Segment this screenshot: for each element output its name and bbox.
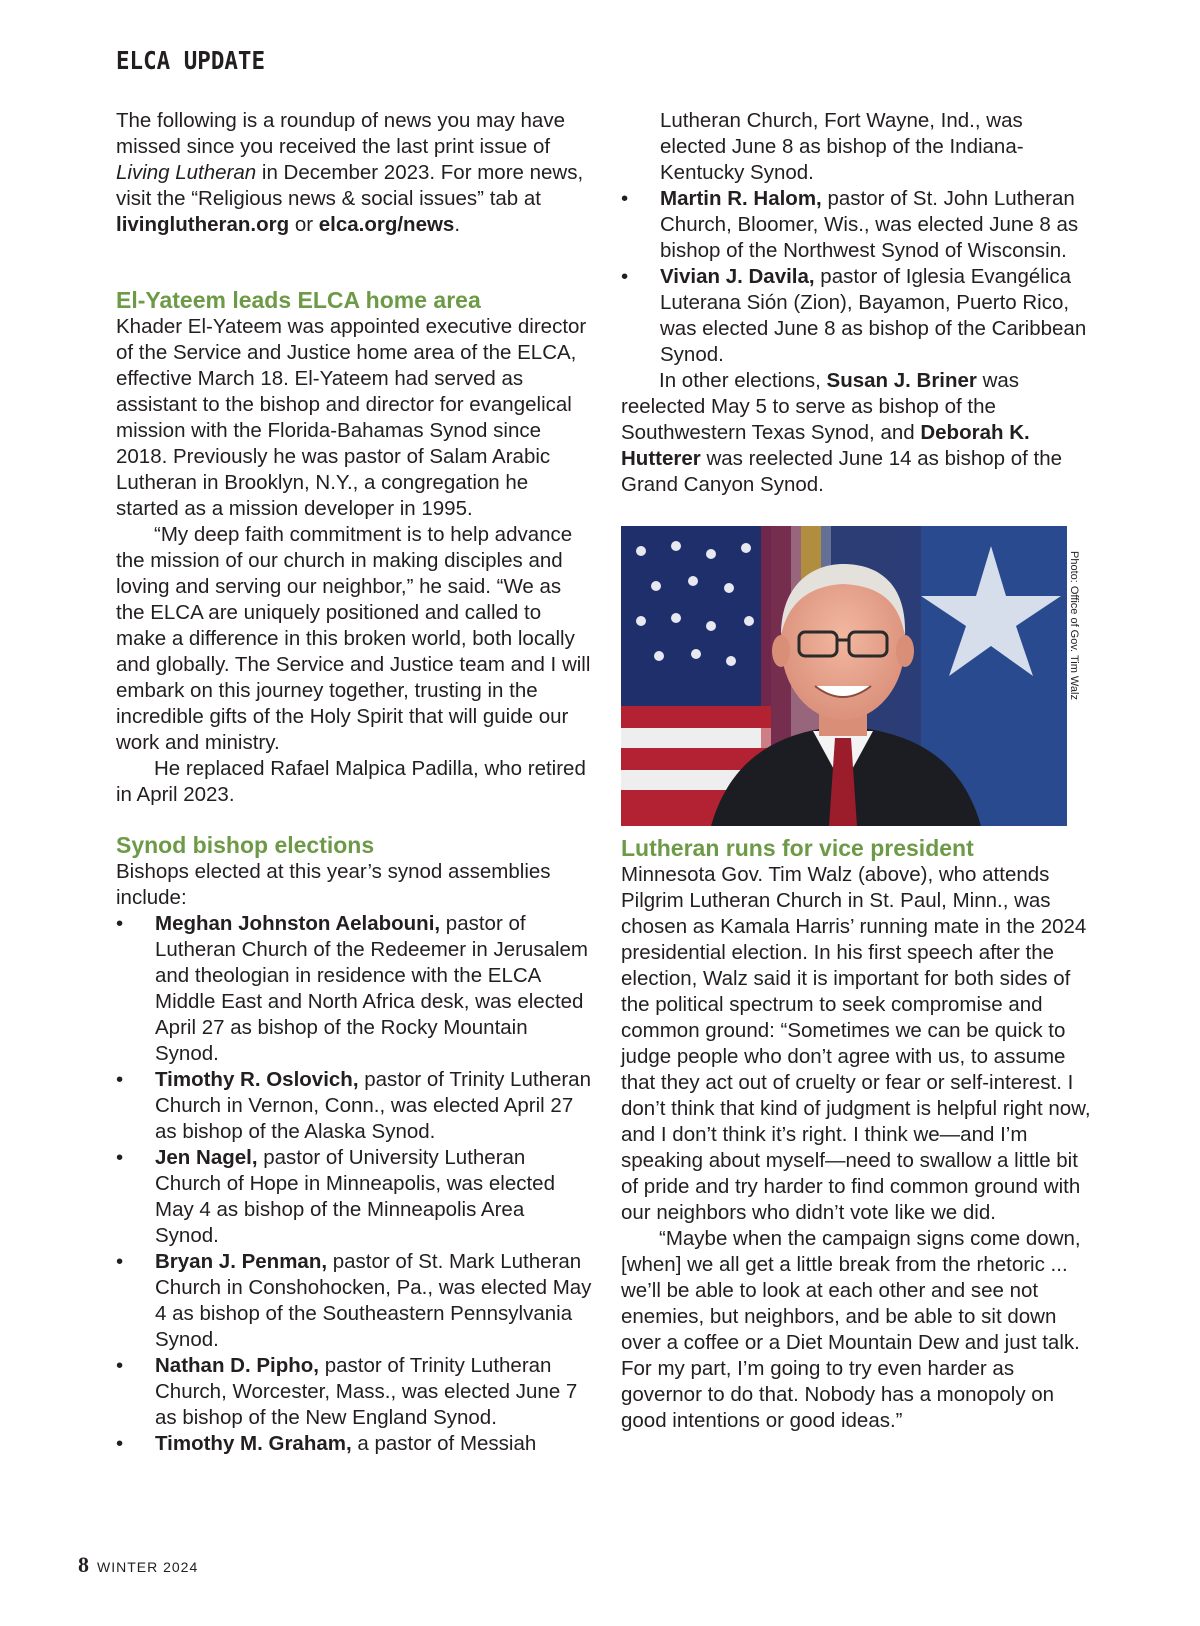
right-column: [621, 108, 1091, 1434]
photo-credit: Photo: Office of Gov. Tim Walz: [1068, 551, 1080, 700]
list-item: • Jen Nagel, pastor of University Lutheran Church of Hope in Minneapolis, was elected May 4 as bishop of the Minneapolis Area Synod.: [116, 1145, 592, 1249]
article-paragraph: Minnesota Gov. Tim Walz (above), who attends Pilgrim Lutheran Church in St. Paul, Minn., was chosen as Kamala Harris’ running mate in the 2024 presidential election. In his first speech after the election, Walz said it is important for both sides of the political spectrum to seek compromise and common ground: “Sometimes we can be quick to judge people who don’t agree with us, to assume that they act out of cruelty or fear or self-interest. I don’t think that kind of judgment is helpful right now, and I don’t think it’s right. I think we—and I’m speaking about myself—need to swallow a little bit of pride and try harder to find common ground with our neighbors who didn’t vote like we did.: [621, 863, 1091, 1224]
article-paragraph: He replaced Rafael Malpica Padilla, who retired in April 2023.: [116, 757, 586, 806]
article-heading-vice-president: Lutheran runs for vice president: [621, 835, 974, 861]
section-label: ELCA UPDATE: [116, 46, 266, 75]
list-item: • Vivian J. Davila, pastor of Iglesia Evangélica Luterana Sión (Zion), Bayamon, Puerto Rico, was elected June 8 as bishop of the Caribbean Synod.: [621, 264, 1091, 368]
bishop-list-continued: [621, 108, 1091, 368]
list-item: • Nathan D. Pipho, pastor of Trinity Lutheran Church, Worcester, Mass., was elected June 7 as bishop of the New England Synod.: [116, 1353, 592, 1431]
list-item: • Martin R. Halom, pastor of St. John Lutheran Church, Bloomer, Wis., was elected June 8 as bishop of the Northwest Synod of Wisconsin.: [621, 186, 1091, 264]
article-paragraph: “My deep faith commitment is to help advance the mission of our church in making disciples and loving and serving our neighbor,” he said. “We as the ELCA are uniquely positioned and called to make a difference in this broken world, both locally and globally. The Service and Justice team and I will embark on this journey together, trusting in the incredible gifts of the Holy Spirit that will guide our work and ministry.: [116, 523, 591, 754]
issue-label: WINTER 2024: [97, 1559, 199, 1575]
magazine-title: Living Lutheran: [116, 161, 257, 184]
page-footer: [78, 1552, 198, 1578]
article-paragraph: Bishops elected at this year’s synod assemblies include:: [116, 860, 551, 909]
link-livinglutheran[interactable]: livinglutheran.org: [116, 213, 290, 236]
bishop-list: [116, 911, 592, 1457]
article-paragraph: “Maybe when the campaign signs come down, [when] we all get a little break from the rhetoric ... we’ll be able to look at each other and see not enemies, but neighbors, and be able to sit down over a coffee or a Diet Mountain Dew and just talk. For my part, I’m going to try even harder as governor to do that. Nobody has a monopoly on good intentions or good ideas.”: [621, 1227, 1081, 1432]
list-item: • Timothy R. Oslovich, pastor of Trinity Lutheran Church in Vernon, Conn., was elected April 27 as bishop of the Alaska Synod.: [116, 1067, 592, 1145]
article-paragraph: Khader El-Yateem was appointed executive director of the Service and Justice home area of the ELCA, effective March 18. El-Yateem had served as assistant to the bishop and director for evangelical mission with the Florida-Bahamas Synod since 2018. Previously he was pastor of Salam Arabic Lutheran in Brooklyn, N.Y., a congregation he started as a mission developer in 1995.: [116, 315, 587, 520]
portrait-photo: [621, 526, 1067, 826]
portrait-illustration: [621, 526, 1067, 826]
list-item: • Meghan Johnston Aelabouni, pastor of Lutheran Church of the Redeemer in Jerusalem and theologian in residence with the ELCA Middle East and North Africa desk, was elected April 27 as bishop of the Rocky Mountain Synod.: [116, 911, 592, 1067]
article-heading-el-yateem: El-Yateem leads ELCA home area: [116, 287, 481, 313]
list-item: Lutheran Church, Fort Wayne, Ind., was elected June 8 as bishop of the Indiana-Kentucky Synod.: [660, 109, 1024, 184]
list-item: • Bryan J. Penman, pastor of St. Mark Lutheran Church in Conshohocken, Pa., was elected May 4 as bishop of the Southeastern Pennsylvania Synod.: [116, 1249, 592, 1353]
page-number: 8: [78, 1552, 89, 1577]
article-paragraph: In other elections, Susan J. Briner was reelected May 5 to serve as bishop of the Southwestern Texas Synod, and Deborah K. Hutterer was reelected June 14 as bishop of the Grand Canyon Synod.: [621, 369, 1063, 496]
list-item: • Timothy M. Graham, a pastor of Messiah: [116, 1431, 592, 1457]
article-heading-synod-elections: Synod bishop elections: [116, 832, 375, 858]
left-column: [116, 108, 592, 1457]
link-elca-news[interactable]: elca.org/news: [318, 213, 455, 236]
intro-paragraph: The following is a roundup of news you may have missed since you received the last print issue of Living Lutheran in December 2023. For more news, visit the “Religious news & social issues” tab at livinglutheran.org or elca.org/news.: [116, 109, 584, 236]
